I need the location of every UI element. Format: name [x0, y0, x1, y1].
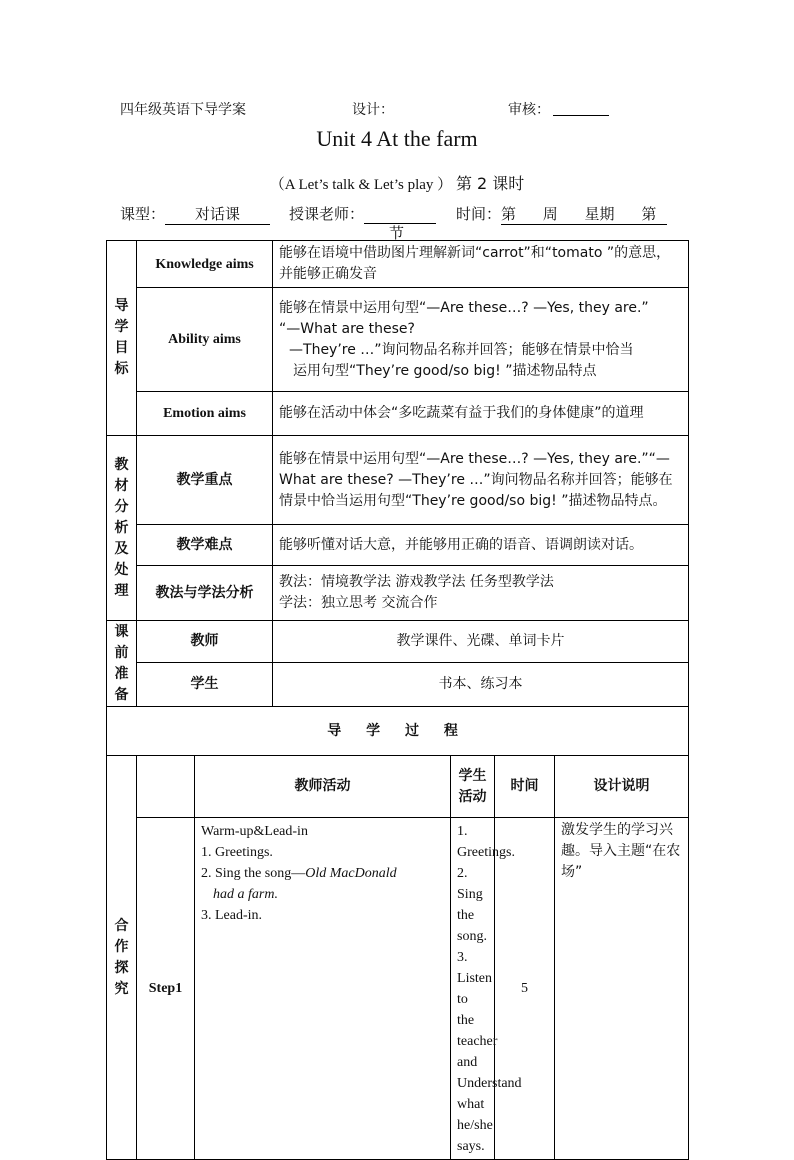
ability-aims-text: 能够在情景中运用句型“—Are these…? —Yes, they are.” “—What are these? —They’re …”询问物品名称并回答；能够在情景中恰当 运用句型“They’re good/so big! ”描述物品特点 — [273, 288, 689, 392]
emotion-aims-text: 能够在活动中体会“多吃蔬菜有益于我们的身体健康”的道理 — [273, 392, 689, 436]
difficult-points-text: 能够听懂对话大意，并能够用正确的语音、语调朗读对话。 — [273, 525, 689, 566]
methods-text: 教法：情境教学法 游戏教学法 任务型教学法 学法：独立思考 交流合作 — [273, 566, 689, 621]
lesson-number: 第 2 课时 — [455, 174, 525, 193]
prep-teacher-label: 教师 — [137, 621, 273, 663]
emotion-aims-row — [107, 392, 689, 436]
col-student-activity: 学生活动 — [451, 756, 495, 818]
step1-label: Step1 — [137, 818, 195, 1160]
knowledge-aims-text: 能够在语境中借助图片理解新词“carrot”和“tomato ”的意思，并能够正确发音 — [273, 241, 689, 288]
process-header-row — [107, 756, 689, 818]
step1-row — [107, 818, 689, 1160]
prep-teacher-value: 教学课件、光碟、单词卡片 — [273, 621, 689, 663]
key-points-label: 教学重点 — [137, 436, 273, 525]
prep-student-value: 书本、练习本 — [273, 663, 689, 707]
lesson-part: （A Let’s talk & Let’s play ） — [269, 177, 453, 193]
methods-row — [107, 566, 689, 621]
teacher-label: 授课老师： — [289, 205, 365, 223]
col-design-note: 设计说明 — [555, 756, 689, 818]
step-header-blank — [137, 756, 195, 818]
difficult-points-label: 教学难点 — [137, 525, 273, 566]
analysis-group-label: 教 材 分 析 及 处 理 — [107, 436, 137, 621]
lesson-type-label: 课型： — [120, 205, 166, 223]
lesson-subtitle — [0, 171, 794, 194]
difficult-points-row — [107, 525, 689, 566]
step1-time: 5 — [495, 818, 555, 1160]
page-title: Unit 4 At the farm — [316, 126, 478, 151]
aims-group-label: 导 学 目 标 — [107, 241, 137, 436]
knowledge-aims-row — [107, 241, 689, 288]
step1-design-note: 激发学生的学习兴趣。导入主题“在农场” — [555, 818, 689, 1160]
col-time: 时间 — [495, 756, 555, 818]
prep-group-label: 课 前 准 备 — [107, 621, 137, 707]
ability-aims-row — [107, 288, 689, 392]
time-value: 第 周 星期 第 — [501, 203, 667, 225]
emotion-aims-label: Emotion aims — [137, 392, 273, 436]
time-label: 时间： — [456, 205, 502, 223]
methods-label: 教法与学法分析 — [137, 566, 273, 621]
process-title-row — [107, 707, 689, 756]
prep-teacher-row — [107, 621, 689, 663]
prep-student-row — [107, 663, 689, 707]
key-points-row — [107, 436, 689, 525]
ability-aims-label: Ability aims — [137, 288, 273, 392]
process-title: 导 学 过 程 — [107, 707, 689, 756]
design-label: 设计： — [352, 102, 394, 118]
col-teacher-activity: 教师活动 — [195, 756, 451, 818]
review-label: 审核： — [508, 102, 550, 118]
lesson-type — [120, 203, 270, 225]
process-group-label: 合 作 探 究 — [107, 756, 137, 1160]
lesson-type-value: 对话课 — [165, 203, 270, 225]
key-points-text: 能够在情景中运用句型“—Are these…? —Yes, they are.”“—What are these? —They’re …”询问物品名称并回答；能够在情景中恰当运用句型“They’re good/so big! ”描述物品特点。 — [273, 436, 689, 525]
step1-student-activity: 1. Greetings. 2. Sing the song. 3. Listen to the teacher and Understand what he/she says. — [451, 818, 495, 1160]
prep-student-label: 学生 — [137, 663, 273, 707]
time-field — [456, 203, 667, 225]
step1-teacher-activity: Warm-up&Lead-in 1. Greetings. 2. Sing the song—Old MacDonald had a farm. 3. Lead-in. — [195, 818, 451, 1160]
lesson-plan-table — [106, 240, 689, 1160]
time-wrap: 节 — [389, 224, 405, 242]
teacher-field — [289, 203, 436, 224]
knowledge-aims-label: Knowledge aims — [137, 241, 273, 288]
review-blank — [553, 99, 609, 116]
grade-label: 四年级英语下导学案 — [120, 102, 246, 118]
